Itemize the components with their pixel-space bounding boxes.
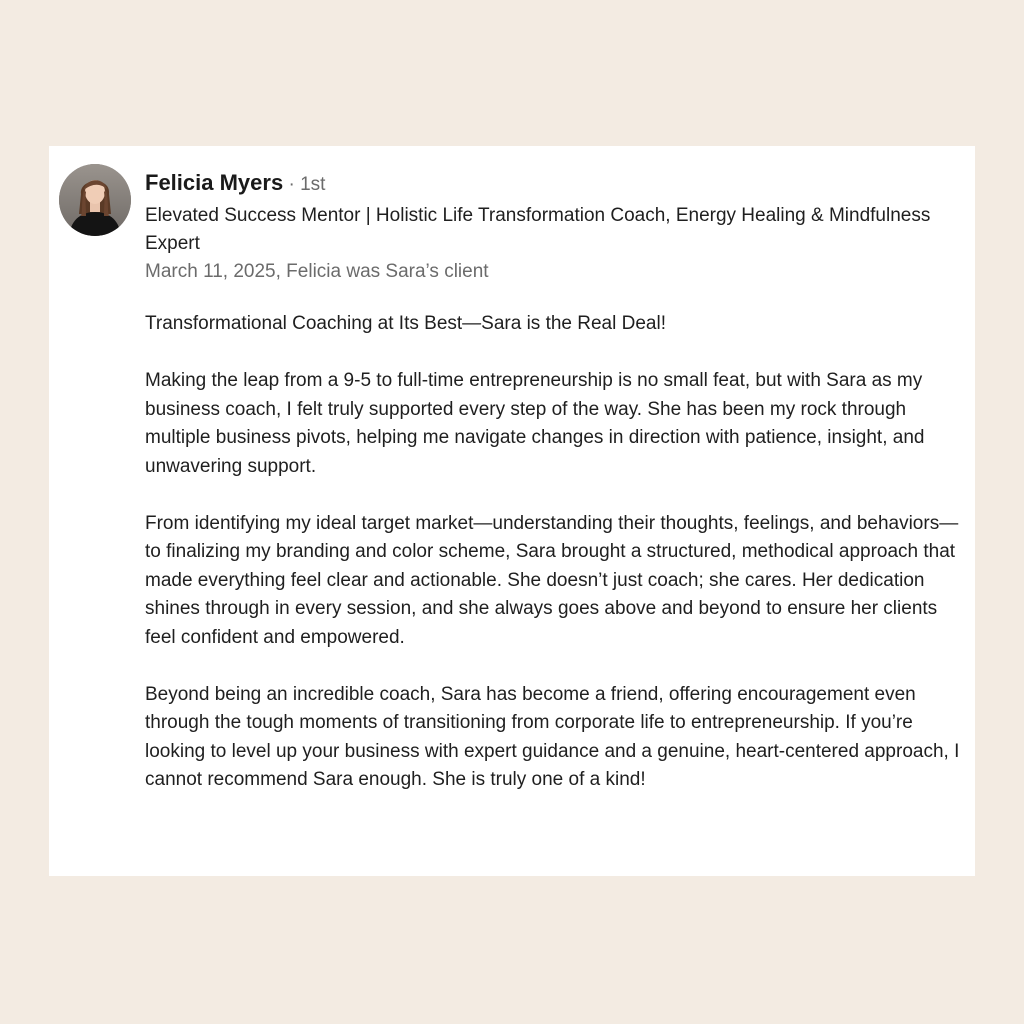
recommendation-title: Transformational Coaching at Its Best—Sara is the Real Deal! [145,313,666,334]
name-row [145,168,965,200]
recommendation-text [145,310,965,795]
recommendation-paragraph: From identifying my ideal target market—understanding their thoughts, feelings, and behaviors—to finalizing my branding and color scheme, Sara brought a structured, methodical approach that made everything feel clear and actionable. She doesn’t just coach; she cares. Her dedication shines through in every session, and she always goes above and beyond to ensure her clients feel confident and empowered. [145,512,959,648]
recommendation-paragraph: Making the leap from a 9-5 to full-time entrepreneurship is no small feat, but with Sara as my business coach, I felt truly supported every step of the way. She has been my rock through multiple business pivots, helping me navigate changes in direction with patience, insight, and unwavering support. [145,370,925,477]
recommendation-paragraph: Beyond being an incredible coach, Sara has become a friend, offering encouragement even through the tough moments of transitioning from corporate life to entrepreneurship. If you’re looking to level up your business with expert guidance and a genuine, heart-centered approach, I cannot recommend Sara enough. She is truly one of a kind! [145,683,960,790]
author-avatar[interactable] [59,164,131,236]
author-header [145,168,965,286]
profile-photo-icon [59,164,131,236]
connection-degree: 1st [300,174,326,195]
recommendation-card [49,146,975,876]
author-headline: Elevated Success Mentor | Holistic Life Transformation Coach, Energy Healing & Mindfulness Expert [145,205,931,254]
recommendation-meta: March 11, 2025, Felicia was Sara’s client [145,261,489,282]
author-name[interactable]: Felicia Myers [145,170,284,195]
connection-separator: · [283,174,301,195]
